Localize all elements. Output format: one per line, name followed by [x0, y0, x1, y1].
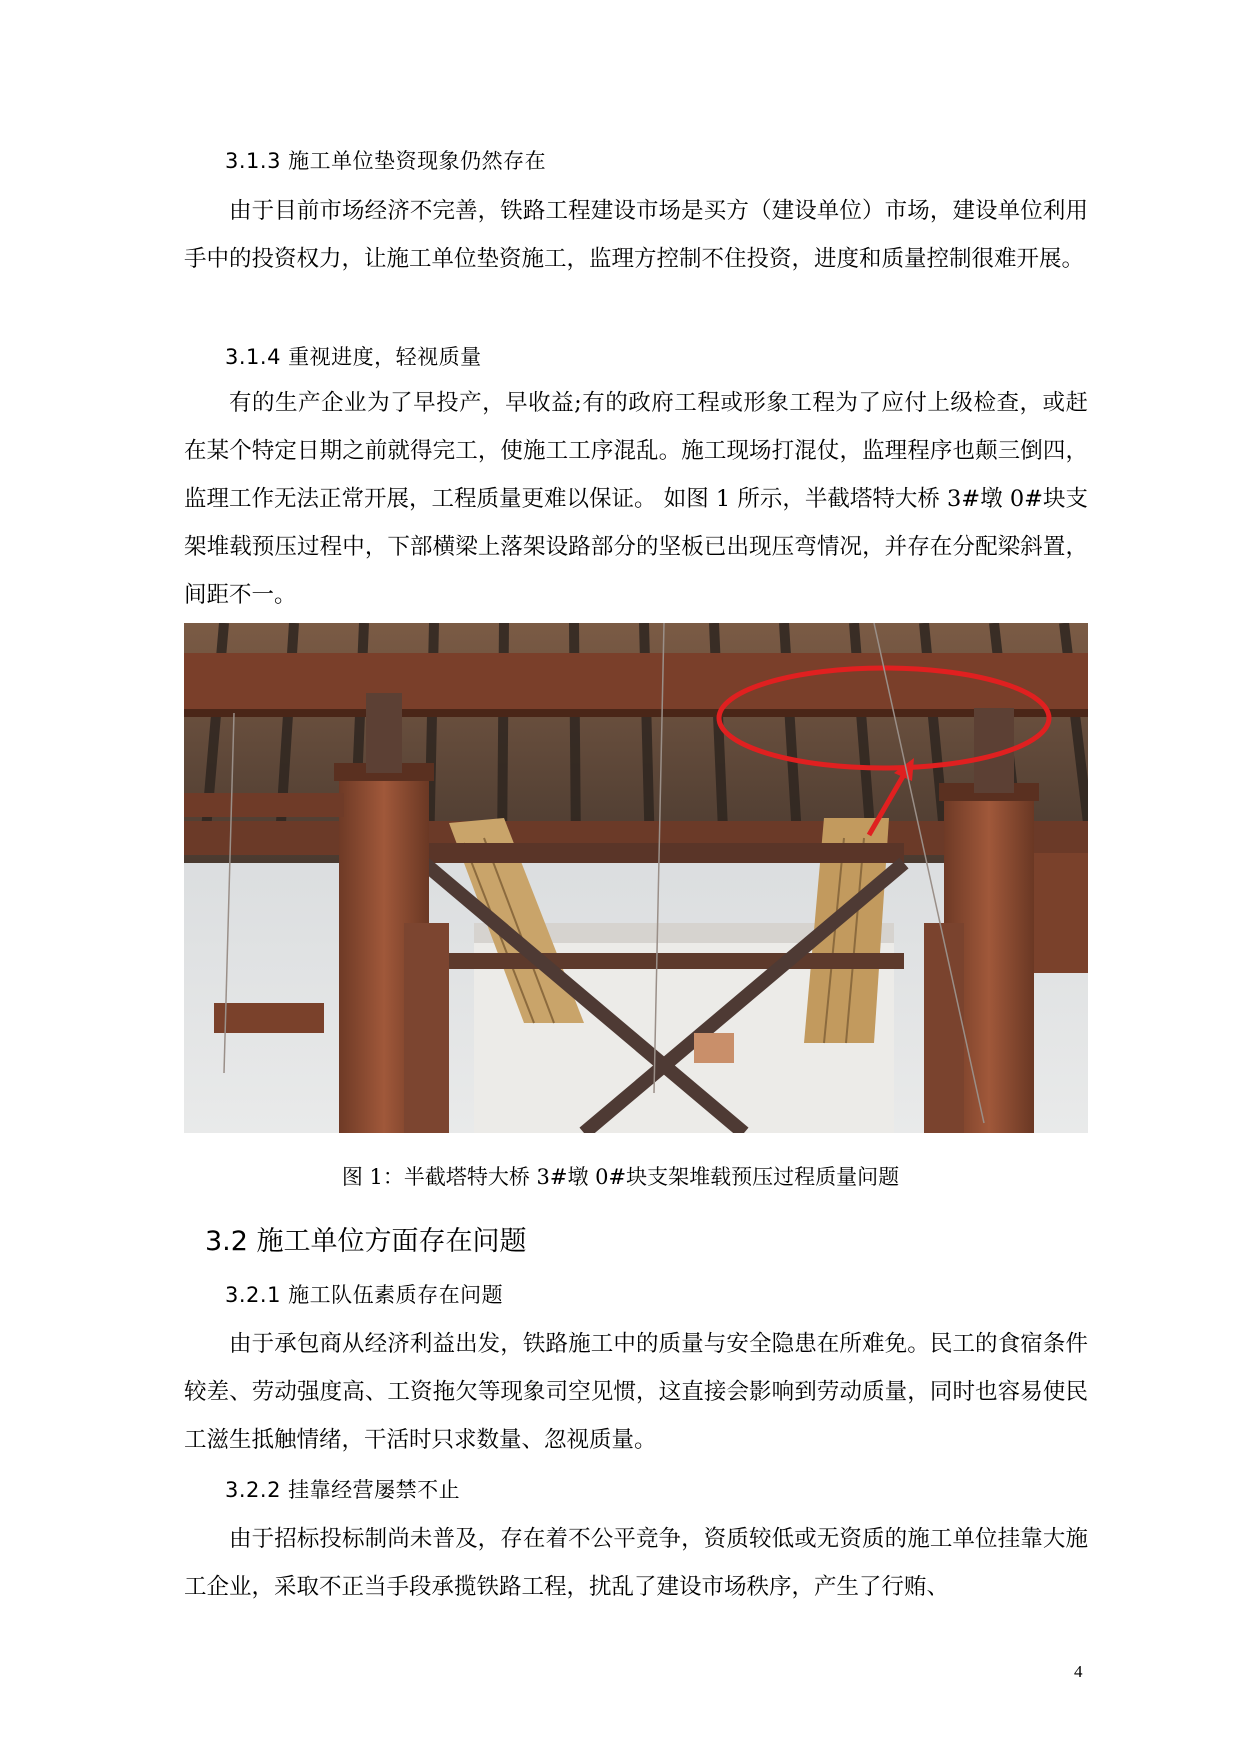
paragraph-3-2-2: 由于招标投标制尚未普及，存在着不公平竞争，资质较低或无资质的施工单位挂靠大施工企业，采取不正当手段承揽铁路工程，扰乱了建设市场秩序，产生了行贿、 — [184, 1526, 1088, 1600]
heading-3-1-4: 3.1.4 重视进度，轻视质量 — [225, 345, 482, 369]
heading-3-2-2: 3.2.2 挂靠经营屡禁不止 — [225, 1478, 461, 1502]
paragraph-3-1-4: 有的生产企业为了早投产，早收益;有的政府工程或形象工程为了应付上级检查，或赶在某个特定日期之前就得完工，使施工工序混乱。施工现场打混仗，监理程序也颠三倒四，监理工作无法正常开展，工程质量更难以保证。 如图 1 所示，半截塔特大桥 3#墩 0#块支架堆载预压过程中，下部横梁上落架设路部分的坚板已出现压弯情况，并存在分配梁斜置，间距不一。 — [184, 390, 1088, 608]
heading-3-2-1: 3.2.1 施工队伍素质存在问题 — [225, 1283, 504, 1307]
bridge-support-photo — [184, 623, 1088, 1133]
paragraph-3-2-1: 由于承包商从经济利益出发，铁路施工中的质量与安全隐患在所难免。民工的食宿条件较差、劳动强度高、工资拖欠等现象司空见惯，这直接会影响到劳动质量，同时也容易使民工滋生抵触情绪，干活时只求数量、忽视质量。 — [184, 1331, 1088, 1453]
figure-caption: 图 1：半截塔特大桥 3#墩 0#块支架堆载预压过程质量问题 — [341, 1165, 900, 1189]
paragraph-3-1-3: 由于目前市场经济不完善，铁路工程建设市场是买方（建设单位）市场，建设单位利用手中的投资权力，让施工单位垫资施工，监理方控制不住投资，进度和质量控制很难开展。 — [184, 198, 1088, 272]
page-number: 4 — [1074, 1662, 1083, 1681]
heading-3-1-3: 3.1.3 施工单位垫资现象仍然存在 — [225, 149, 547, 173]
heading-3-2: 3.2 施工单位方面存在问题 — [205, 1226, 527, 1257]
figure-bridge-photo — [184, 623, 1088, 1133]
